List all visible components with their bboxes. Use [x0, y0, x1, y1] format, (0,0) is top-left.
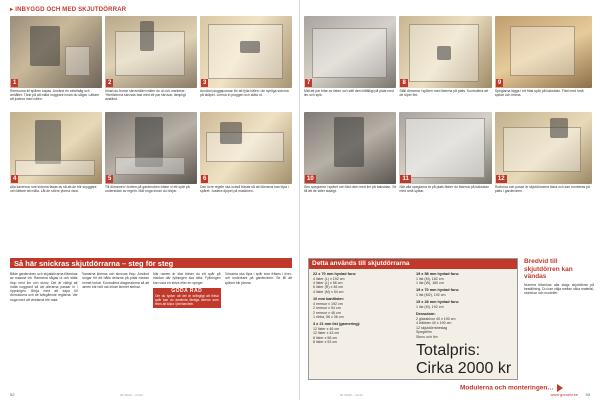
materials-item: 1 list (M), 182 cm	[416, 276, 444, 281]
body-column-1: Både garderoben och skjutdörrarna tillverkas av massivt trä. Ramarna sågas ut och sätts ihop med lim och skruv. Det är viktigt att mäta noggrant så att dörrarna passar in i öppningen. Börja med att kapa till dörrsidorna och de tvärgående reglarna. Var noga med att vinklarna blir raka.	[10, 272, 78, 302]
step-caption: Använd pluggsponsar för att fylla hålen i de synliga sidorna på skåpet. Limma in pluggen och släta ut.	[200, 89, 289, 98]
step-photo	[399, 112, 491, 184]
materials-item: 8 lister x 56 cm	[313, 335, 338, 340]
materials-group	[416, 312, 513, 339]
materials-item: 4 lister (L) x 56 cm	[313, 281, 343, 285]
materials-item: 8 lister x 53 cm	[313, 340, 338, 345]
step-caption: Remsorna till spåren kapas. Använd en cirkelsåg och anhållet. Tänk på att mäta noggrant innan du sågar. Lättare att justera med rullen.	[10, 89, 100, 102]
step-number: 5	[108, 176, 112, 182]
print-slug-right: 00 18-06 – 13:22	[340, 393, 363, 397]
step-10	[304, 112, 396, 206]
step-number: 3	[203, 80, 207, 86]
step-7	[304, 16, 396, 110]
step-number: 4	[13, 176, 17, 182]
step-photo	[495, 112, 592, 184]
materials-group-title: 19 x 58 mm hyvlad furu:	[416, 272, 460, 276]
right-page	[300, 0, 600, 400]
step-12	[495, 112, 592, 206]
sidebar-box	[524, 258, 594, 380]
materials-group	[313, 272, 410, 294]
materials-item: 12 skjutdörrsbeslag	[416, 325, 448, 330]
materials-item: 1 list (W), 160 cm	[416, 281, 444, 285]
materials-group-title: 22 x 70 mm hyvlad furu:	[313, 272, 357, 276]
step-photo	[10, 16, 102, 88]
materials-item: 1 list (M), 192 cm	[416, 305, 444, 309]
materials-columns	[309, 269, 517, 381]
materials-column-1	[313, 272, 410, 378]
step-4	[10, 112, 102, 206]
step-1	[10, 16, 102, 110]
step-number: 1	[13, 80, 17, 86]
step-number: 7	[307, 80, 311, 86]
step-3	[200, 16, 292, 110]
photo-grid-left	[10, 16, 292, 206]
materials-item: 1 ribba, 56 x 36 cm	[313, 315, 344, 320]
materials-group	[416, 288, 513, 297]
step-2	[105, 16, 197, 110]
step-number: 11	[402, 176, 409, 182]
body-text	[10, 272, 292, 390]
step-photo	[200, 112, 292, 184]
materials-item: 4 trälister 40 x 190 cm	[416, 321, 452, 326]
step-photo	[200, 16, 292, 88]
step-number: 9	[497, 80, 502, 86]
materials-group	[313, 322, 410, 344]
step-6	[200, 112, 292, 206]
materials-group-title: 19 x 70 mm hyvlad furu:	[416, 288, 460, 293]
section-title: Så här snickras skjutdörrarna – steg för steg	[14, 259, 174, 268]
materials-group-title: 19 x 28 mm hyvlad furu:	[416, 300, 460, 305]
materials-box	[308, 258, 518, 380]
materials-group-title: 10 mm kantlister:	[313, 297, 345, 302]
materials-column-2	[416, 272, 513, 378]
materials-title: Detta används till skjutdörrarna	[309, 259, 517, 269]
step-number: 10	[307, 176, 314, 182]
continued-teaser	[460, 384, 563, 392]
section-band	[10, 258, 292, 268]
tip-text: Om du tycker att det är krångligt att fräsa spår kan du använda färdiga skenor som finns att köpa i järnhandeln.	[155, 294, 219, 307]
tip-box	[153, 288, 221, 308]
page-number-right: 93	[585, 392, 590, 397]
arrow-right-icon	[557, 384, 563, 392]
materials-item: 6 lister (R) x 46 cm	[313, 285, 344, 290]
body-column-2: Ramarna limmas och skruvas ihop. Använd tvingar för att hålla delarna på plats medan limmet torkar. Kontrollera diagonalerna så att ramen blir helt rak innan limmet stelnar.	[81, 272, 149, 289]
step-caption: Ruttorna och pusse är skjutdörrarna klara och kan monteras på plats i garderoben.	[494, 185, 590, 194]
materials-item: 4 lister (M) x 54 cm	[313, 289, 344, 294]
page-number-left: 92	[10, 392, 15, 397]
photo-grid-right	[304, 16, 592, 206]
step-caption: Innan du borrar skruvhålen mäter du ut och markerar. Ytterlisterna skruvas fast med ett par skruvar, lämpligt avstånd.	[105, 89, 186, 102]
website-url[interactable]: www.gorselv.se	[550, 392, 578, 397]
body-column-4: Dörrarna ska löpa i spår som fräses i över- och underkant på garderoben. Se till att spåren blir jämna.	[224, 272, 292, 285]
step-photo	[304, 16, 396, 88]
arrow-icon: ▸	[10, 7, 14, 13]
section-tag	[10, 6, 126, 13]
step-number: 2	[108, 80, 112, 86]
body-column-3-text: När ramen är klar fräser du ett spår på insidan där fyllningen ska sitta. Fyllningen kan vara en skiva eller en spegel.	[153, 272, 221, 285]
materials-item: 2 remsor x 54 cm	[313, 306, 341, 311]
step-caption: Mät ett par bitar av listen och sätt dem tillfälligt på plats med lim och spik.	[304, 89, 394, 98]
step-9	[495, 16, 592, 110]
materials-item: Skruv och lim	[416, 334, 438, 339]
step-photo	[10, 112, 102, 184]
materials-item: 2 glasskivor 40 x 190 cm	[416, 317, 456, 321]
step-number: 12	[497, 176, 505, 182]
step-5	[105, 112, 197, 206]
materials-group-title: 3 x 21 mm list (garnering):	[313, 322, 361, 327]
step-photo	[304, 112, 396, 184]
step-caption: Den övre regeln ska också fräsas så att dörrarna kan löpa i spåret. Justera djupet på maskinen.	[200, 185, 289, 194]
materials-group	[416, 300, 513, 309]
materials-item: 2 remsor x 46 cm	[313, 310, 341, 315]
tip-title: GODA RÅD	[171, 287, 203, 294]
materials-group	[313, 297, 410, 319]
materials-item: Spegellim	[416, 330, 432, 335]
step-caption: När alla speglarna är på plats fäster du listerna på baksidan med små spikar.	[399, 185, 489, 194]
print-slug-left: 00 18-06 – 13:22	[120, 393, 143, 397]
sidebar-text: Numera tillverkas alla slags skjutdörrar på beställning. Du kan välja mellan olika material, storlekar och modeller.	[524, 282, 594, 296]
step-photo	[495, 16, 592, 88]
materials-total: Totalpris: Cirka 2000 kr	[416, 342, 512, 378]
step-photo	[399, 16, 491, 88]
section-tag-text: INBYGGD OCH MED SKJUTDÖRRAR	[15, 7, 127, 13]
materials-item: 4 remsor x 192 cm	[313, 301, 343, 306]
step-photo	[105, 16, 197, 88]
materials-item: 12 lister x 46 cm	[313, 327, 340, 332]
step-number: 6	[203, 176, 207, 182]
materials-group	[416, 272, 513, 285]
materials-item: 1 list (M2), 192 cm	[416, 293, 446, 297]
step-number: 8	[402, 80, 406, 86]
step-caption: Sen speglarna i spåret och fäst dem med lim på baksidan. Se till att de sitter stadigt.	[304, 185, 397, 194]
step-11	[399, 112, 491, 206]
step-caption: Ställ dörrarna i spåren med listerna på plats. Kontrollera att de löper fint.	[399, 89, 489, 98]
sidebar-title: Bredvid till skjutdörren kan vändas	[524, 258, 573, 280]
step-photo	[105, 112, 197, 184]
continued-text: Modulerna och monteringen…	[460, 384, 554, 392]
materials-item: 12 lister x 43 cm	[313, 331, 340, 336]
step-caption: Till dörramen i botten på garderoben fräser vi ett spår på undersidan av regeln. Mät noga innan du börjar.	[105, 185, 190, 194]
step-caption: Speglarna läggs i ett fräst spår på baksidan. Fäst med små spikar och limma.	[494, 89, 584, 98]
step-caption: Alla kanterna runt sidorna fasas av så att de blir snyggare och lättare att måla. Låt de större ytorna vara.	[10, 185, 97, 194]
body-column-3	[153, 272, 221, 390]
materials-group-title: Dessutom:	[416, 312, 436, 317]
materials-item: 4 lister (L) x 192 cm	[313, 276, 345, 281]
step-8	[399, 16, 491, 110]
